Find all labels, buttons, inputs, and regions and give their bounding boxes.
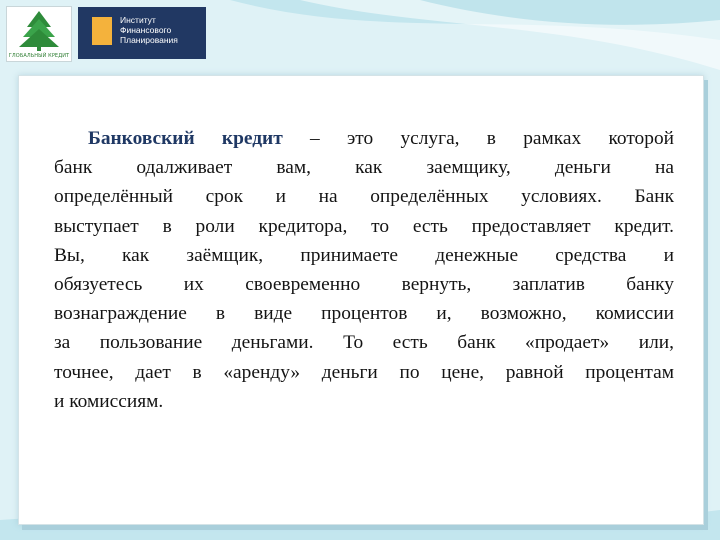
logo-line: Планирования [120,35,178,45]
paragraph-line: выступает в роли кредитора, то есть предоставляет кредит. [54,215,674,237]
paragraph-line: и комиссиям. [54,390,164,412]
definition-paragraph [54,124,674,416]
left-logo [6,6,72,62]
institute-logo-text [120,15,204,45]
paragraph-line [54,124,674,153]
content-card [18,75,704,525]
term-heading: Банковский кредит [88,128,283,149]
paragraph-line: определённый срок и на определённых условиях. Банк [54,186,674,208]
logo-square-icon [92,17,112,45]
institute-logo [78,7,206,59]
paragraph-line: обязуетесь их своевременно вернуть, заплатив банку [54,274,674,296]
logo-line: Институт [120,15,156,25]
tree-logo-icon [7,7,71,53]
paragraph-line: за пользование деньгами. То есть банк «продает» или, [54,332,674,354]
logo-line: Финансового [120,25,172,35]
line-text: – это услуга, в рамках которой [282,128,675,149]
left-logo-caption: ГЛОБАЛЬНЫЙ КРЕДИТ [8,53,70,59]
paragraph-line: банк одалживает вам, как заемщику, деньги на [54,157,674,179]
paragraph-line: вознаграждение в виде процентов и, возможно, комиссии [54,303,674,325]
paragraph-line: точнее, дает в «аренду» деньги по цене, равной процентам [54,361,674,383]
paragraph-line: Вы, как заёмщик, принимаете денежные средства и [54,244,674,266]
